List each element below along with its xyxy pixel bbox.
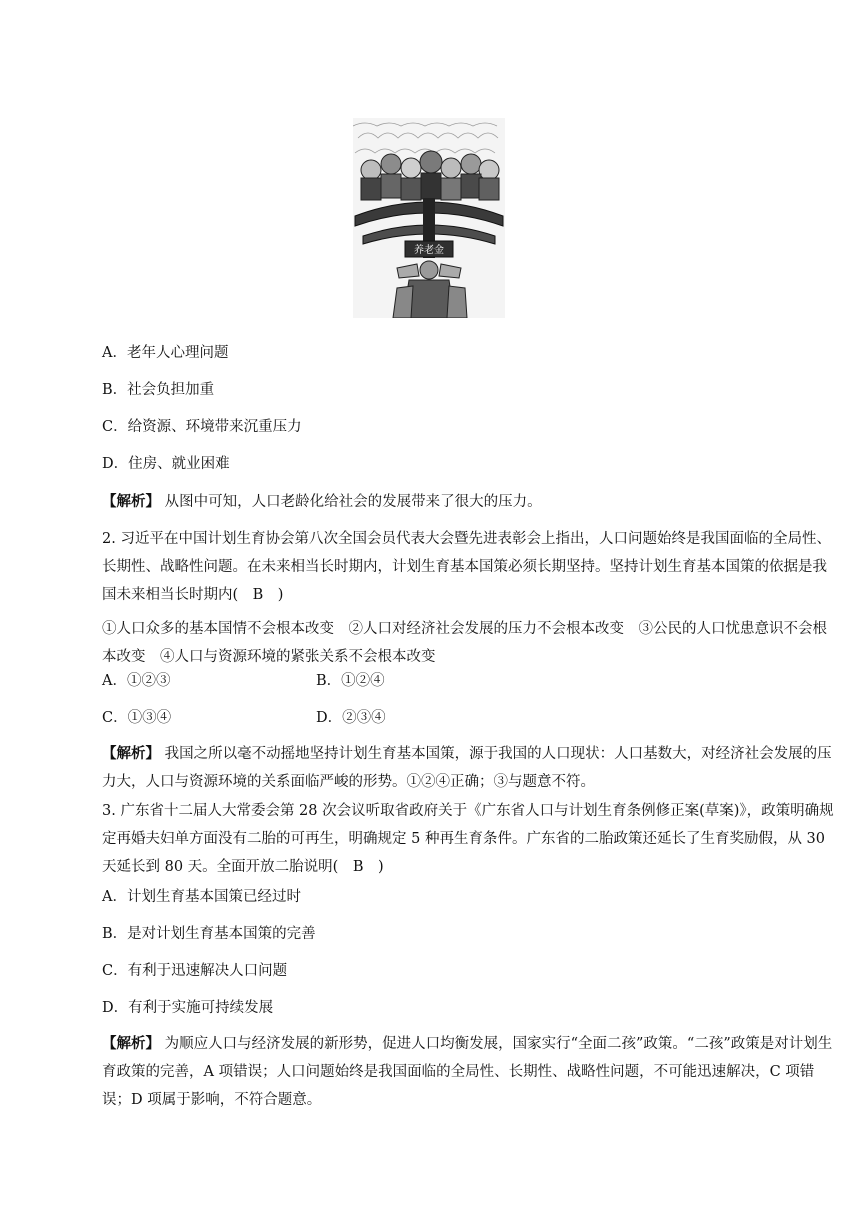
q1-option-b: B．社会负担加重 bbox=[102, 382, 215, 398]
aging-cartoon bbox=[353, 118, 505, 318]
q1-option-d: D．住房、就业困难 bbox=[102, 456, 230, 472]
q1-option-a: A．老年人心理问题 bbox=[102, 345, 229, 361]
q2-option-b: B．①②④ bbox=[316, 673, 385, 689]
q2-statements: ①人口众多的基本国情不会根本改变 ②人口对经济社会发展的压力不会根本改变 ③公民的人口忧患意识不会根本改变 ④人口与资源环境的紧张关系不会根本改变 bbox=[102, 621, 827, 665]
q2-analysis-text: 我国之所以毫不动摇地坚持计划生育基本国策，源于我国的人口现状：人口基数大，对经济社会发展的压力大，人口与资源环境的关系面临严峻的形势。①②④正确；③与题意不符。 bbox=[102, 746, 832, 790]
q3-analysis bbox=[102, 1030, 840, 1114]
cartoon-caption: 养老金 bbox=[414, 245, 444, 256]
q2-stem: 2. 习近平在中国计划生育协会第八次全国会员代表大会暨先进表彰会上指出，人口问题始终是我国面临的全局性、长期性、战略性问题。在未来相当长时期内，计划生育基本国策必须长期坚持。坚持计划生育基本国策的依据是我国未来相当长时期内( B ) bbox=[102, 531, 831, 603]
q1-option-c: C．给资源、环境带来沉重压力 bbox=[102, 419, 302, 435]
q1-analysis bbox=[102, 488, 542, 516]
q3-stem: 3. 广东省十二届人大常委会第 28 次会议听取省政府关于《广东省人口与计划生育条例修正案(草案)》，政策明确规定再婚夫妇单方面没有二胎的可再生，明确规定 5 种再生育条件。广东省的二胎政策还延长了生育奖励假，从 30 天延长到 80 天。全面开放二胎说明( B ) bbox=[102, 803, 834, 875]
q2-analysis bbox=[102, 740, 840, 796]
analysis-label: 【解析】 bbox=[102, 1036, 160, 1052]
q3-option-a: A．计划生育基本国策已经过时 bbox=[102, 889, 301, 905]
q2-option-c: C．①③④ bbox=[102, 710, 172, 726]
aging-cartoon-drawing bbox=[353, 118, 505, 318]
q1-analysis-text: 从图中可知，人口老龄化给社会的发展带来了很大的压力。 bbox=[164, 494, 542, 510]
analysis-label: 【解析】 bbox=[102, 494, 160, 510]
q3-option-b: B．是对计划生育基本国策的完善 bbox=[102, 926, 316, 942]
q2-option-d: D．②③④ bbox=[316, 710, 386, 726]
q3-option-c: C．有利于迅速解决人口问题 bbox=[102, 963, 288, 979]
analysis-label: 【解析】 bbox=[102, 746, 160, 762]
q2-option-a: A．①②③ bbox=[102, 673, 171, 689]
q3-analysis-text: 为顺应人口与经济发展的新形势，促进人口均衡发展，国家实行“全面二孩”政策。“二孩”政策是对计划生育政策的完善，A 项错误；人口问题始终是我国面临的全局性、长期性、战略性问题，不可能迅速解决，C 项错误；D 项属于影响，不符合题意。 bbox=[102, 1036, 833, 1108]
q3-option-d: D．有利于实施可持续发展 bbox=[102, 1000, 274, 1016]
